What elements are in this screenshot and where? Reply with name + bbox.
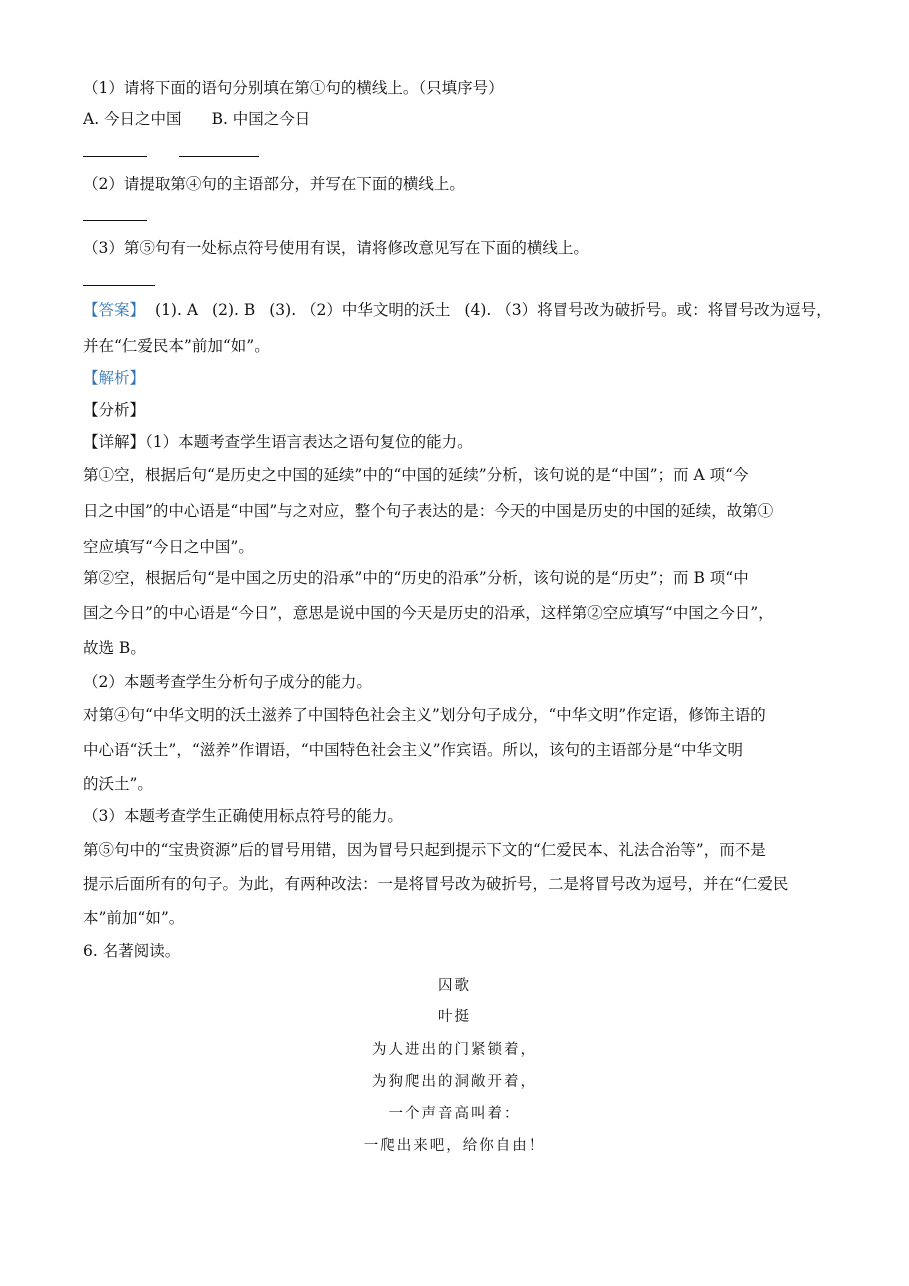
detail-line-8: （2）本题考查学生分析句子成分的能力。 [83, 673, 372, 691]
poem-line-3: 一个声音高叫着： [388, 1106, 521, 1122]
detail-line-7: 故选 B。 [83, 639, 146, 657]
answer-blank-1[interactable] [83, 156, 147, 157]
q6-title: 6. 名著阅读。 [83, 942, 181, 960]
analysis-tag: 【解析】 [83, 369, 146, 387]
answer-part-1: (1). A [155, 301, 199, 319]
answer-part-2: (2). B [212, 301, 256, 319]
q2-prompt: （2）请提取第④句的主语部分，并写在下面的横线上。 [83, 175, 465, 193]
answer-blank-4[interactable] [83, 285, 155, 286]
answer-part-3: (3). （2）中华文明的沃土 [269, 301, 451, 319]
detail-line-13: 第⑤句中的“宝贵资源”后的冒号用错，因为冒号只起到提示下文的“仁爱民本、礼法合治等”，而不是 [83, 841, 766, 859]
answer-tag: 【答案】 [83, 301, 146, 319]
answer-line-2: 并在“仁爱民本”前加“如”。 [83, 337, 270, 355]
detail-line-1 [83, 432, 843, 452]
option-a: A. 今日之中国 [83, 110, 182, 128]
detail-tag: 【详解】 [83, 433, 146, 451]
answer-blank-2[interactable] [179, 156, 259, 157]
answer-part-4: (4). （3）将冒号改为破折号。或：将冒号改为逗号， [464, 301, 832, 319]
q3-prompt: （3）第⑤句有一处标点符号使用有误，请将修改意见写在下面的横线上。 [83, 239, 589, 257]
option-b: B. 中国之今日 [211, 110, 311, 128]
poem-line-4: 一爬出来吧，给你自由！ [363, 1138, 546, 1154]
answer-blank-3[interactable] [83, 220, 147, 221]
answer-line [83, 300, 843, 320]
poem-title: 囚歌 [438, 978, 471, 994]
fenxi-tag: 【分析】 [83, 401, 146, 419]
q1-prompt: （1）请将下面的语句分别填在第①句的横线上。（只填序号） [83, 79, 504, 97]
detail-line-14: 提示后面所有的句子。为此，有两种改法：一是将冒号改为破折号，二是将冒号改为逗号，并在“仁爱民 [83, 875, 789, 893]
detail-line-3: 日之中国”的中心语是“中国”与之对应，整个句子表达的是：今天的中国是历史的中国的延续，故第① [83, 502, 774, 520]
detail-line-4: 空应填写“今日之中国”。 [83, 538, 254, 556]
detail-line-11: 的沃土”。 [83, 775, 153, 793]
poem-line-2: 为狗爬出的洞敞开着， [372, 1074, 537, 1090]
detail-line-9: 对第④句“中华文明的沃土滋养了中国特色社会主义”划分句子成分，“中华文明”作定语，修饰主语的 [83, 706, 766, 724]
detail-line-10: 中心语“沃土”，“滋养”作谓语，“中国特色社会主义”作宾语。所以，该句的主语部分是“中华文明 [83, 741, 743, 759]
poem-line-1: 为人进出的门紧锁着， [372, 1042, 537, 1058]
poem-author: 叶挺 [438, 1009, 471, 1025]
detail-line-2: 第①空，根据后句“是历史之中国的延续”中的“中国的延续”分析，该句说的是“中国”；而 A 项“今 [83, 466, 749, 484]
detail-line-6: 国之今日”的中心语是“今日”，意思是说中国的今天是历史的沿承，这样第②空应填写“中国之今日”， [83, 604, 774, 622]
q1-options [83, 109, 843, 129]
detail-line-5: 第②空，根据后句“是中国之历史的沿承”中的“历史的沿承”分析，该句说的是“历史”；而 B 项“中 [83, 569, 749, 587]
detail-text-1: （1）本题考查学生语言表达之语句复位的能力。 [145, 433, 473, 451]
detail-line-15: 本”前加“如”。 [83, 909, 185, 927]
detail-line-12: （3）本题考查学生正确使用标点符号的能力。 [83, 807, 403, 825]
